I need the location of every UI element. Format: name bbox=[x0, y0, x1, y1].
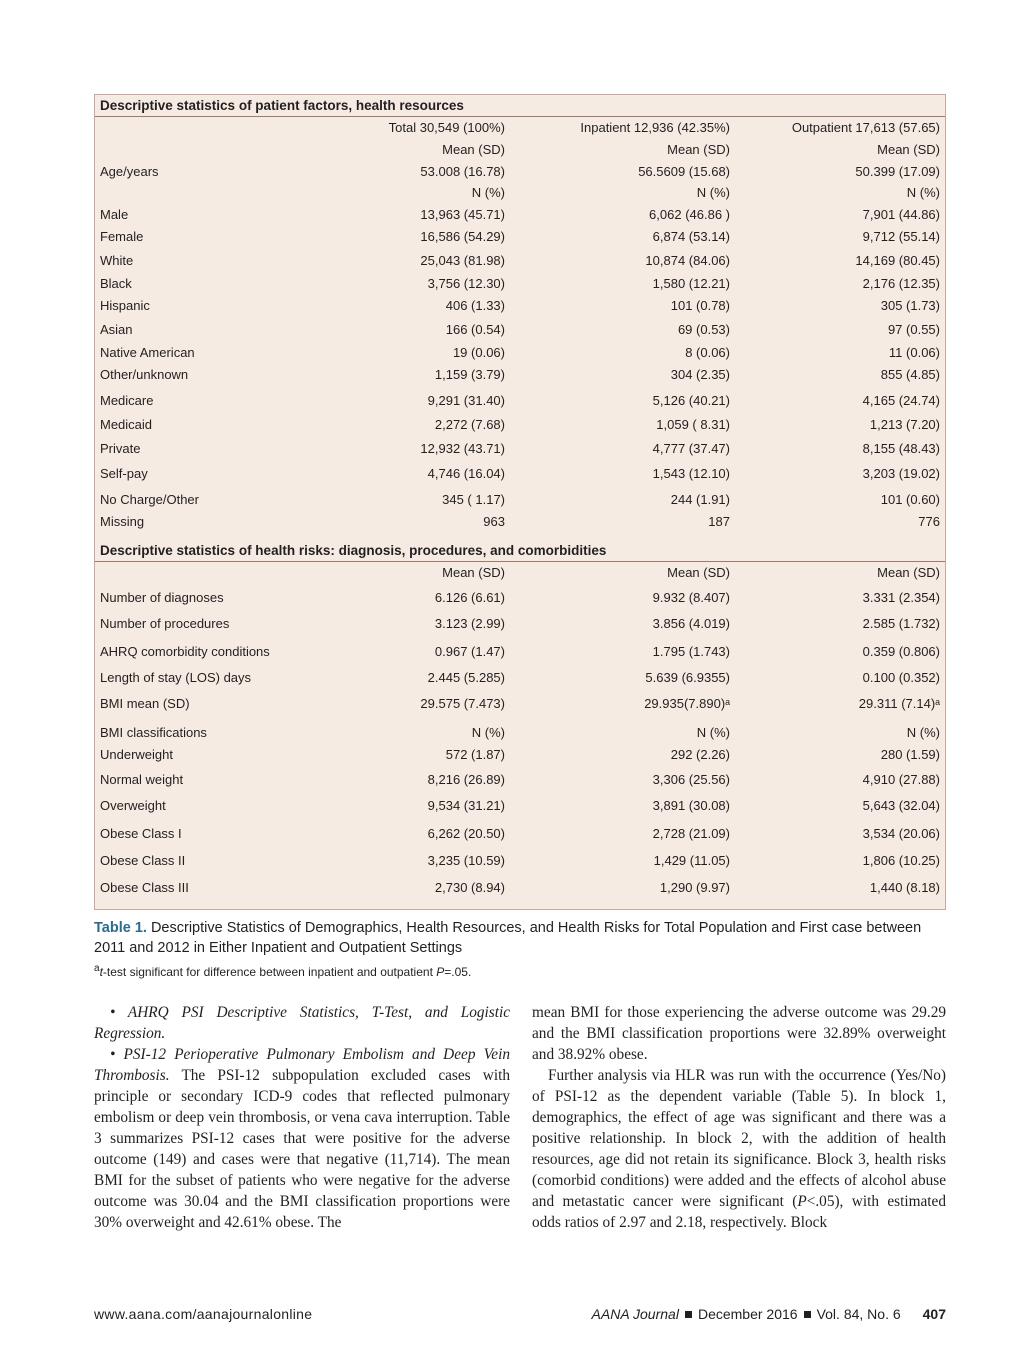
table-cell: 1.795 (1.743) bbox=[652, 644, 730, 659]
table-cell: 8,155 (48.43) bbox=[862, 441, 940, 456]
table-cell: 97 (0.55) bbox=[887, 322, 940, 337]
table-footnote bbox=[94, 960, 471, 981]
body-column-right bbox=[532, 1002, 946, 1233]
table-row bbox=[95, 118, 945, 138]
table-cell: 12,932 (43.71) bbox=[420, 441, 505, 456]
journal-info bbox=[592, 1306, 946, 1322]
table-cell: N (%) bbox=[696, 725, 730, 740]
table-cell: 304 (2.35) bbox=[670, 367, 730, 382]
table-cell: 8,216 (26.89) bbox=[427, 772, 505, 787]
table-cell: Outpatient 17,613 (57.65) bbox=[791, 120, 940, 135]
table-cell: 2,730 (8.94) bbox=[434, 880, 505, 895]
table-cell: 9.932 (8.407) bbox=[652, 590, 730, 605]
table-cell: 3.123 (2.99) bbox=[434, 616, 505, 631]
table-cell: 10,874 (84.06) bbox=[645, 253, 730, 268]
table-row bbox=[95, 694, 945, 714]
table-cell: Inpatient 12,936 (42.35%) bbox=[580, 120, 730, 135]
table-cell: 16,586 (54.29) bbox=[420, 229, 505, 244]
table-row bbox=[95, 320, 945, 340]
table-row bbox=[95, 162, 945, 182]
table-row bbox=[95, 642, 945, 662]
table-cell: 5,643 (32.04) bbox=[862, 798, 940, 813]
table-row bbox=[95, 439, 945, 459]
table-row bbox=[95, 723, 945, 743]
table-row bbox=[95, 391, 945, 411]
table-row bbox=[95, 824, 945, 844]
separator-square-icon bbox=[804, 1311, 811, 1318]
table-cell: 2,728 (21.09) bbox=[652, 826, 730, 841]
table-cell: 5.639 (6.9355) bbox=[645, 670, 730, 685]
row-label: Age/years bbox=[100, 164, 159, 179]
table-cell: 9,712 (55.14) bbox=[862, 229, 940, 244]
table-cell: 25,043 (81.98) bbox=[420, 253, 505, 268]
table-cell: 1,429 (11.05) bbox=[653, 853, 730, 868]
row-label: Overweight bbox=[100, 798, 166, 813]
table-cell: 13,963 (45.71) bbox=[420, 207, 505, 222]
row-label: Hispanic bbox=[100, 298, 150, 313]
paragraph-bmi: mean BMI for those experiencing the adverse outcome was 29.29 and the BMI classification proportions were 32.89% overweight and 38.92% obese. bbox=[532, 1004, 946, 1063]
table-cell: Mean (SD) bbox=[877, 565, 940, 580]
table-cell: N (%) bbox=[696, 185, 730, 200]
table-row bbox=[95, 205, 945, 225]
data-table bbox=[94, 94, 946, 910]
table-cell: 53.008 (16.78) bbox=[420, 164, 505, 179]
table-cell: 29.311 (7.14)ᵃ bbox=[858, 696, 940, 711]
row-label: Normal weight bbox=[100, 772, 184, 787]
table-cell: Mean (SD) bbox=[667, 565, 730, 580]
table-cell: 1,440 (8.18) bbox=[869, 880, 940, 895]
table-cell: 1,290 (9.97) bbox=[659, 880, 730, 895]
page-footer bbox=[94, 1306, 946, 1326]
table-cell: N (%) bbox=[906, 185, 940, 200]
table-cell: Mean (SD) bbox=[442, 565, 505, 580]
table-cell: 280 (1.59) bbox=[880, 747, 940, 762]
table-cell: 345 ( 1.17) bbox=[442, 492, 505, 507]
table-cell: 1,580 (12.21) bbox=[652, 276, 730, 291]
journal-name: AANA Journal bbox=[591, 1306, 679, 1322]
table-row bbox=[95, 614, 945, 634]
table-cell: 3.856 (4.019) bbox=[652, 616, 730, 631]
table-row bbox=[95, 512, 945, 532]
table-cell: 292 (2.26) bbox=[670, 747, 730, 762]
table-cell: N (%) bbox=[471, 725, 505, 740]
row-label: Black bbox=[100, 276, 132, 291]
table-cell: 14,169 (80.45) bbox=[855, 253, 940, 268]
table-cell: 2.585 (1.732) bbox=[862, 616, 940, 631]
table-cell: 4,165 (24.74) bbox=[862, 393, 940, 408]
table-cell: 3,534 (20.06) bbox=[862, 826, 940, 841]
table-row bbox=[95, 464, 945, 484]
table-row bbox=[95, 227, 945, 247]
row-label: BMI mean (SD) bbox=[100, 696, 190, 711]
volume-number: Vol. 84, No. 6 bbox=[816, 1306, 901, 1322]
table-cell: 166 (0.54) bbox=[445, 322, 505, 337]
table-cell: 2,176 (12.35) bbox=[862, 276, 940, 291]
table-caption bbox=[94, 918, 946, 958]
table-row bbox=[95, 770, 945, 790]
row-label: Native American bbox=[100, 345, 195, 360]
footnote-t: t bbox=[99, 965, 103, 979]
footnote-marker: a bbox=[94, 963, 100, 974]
table-cell: 3,235 (10.59) bbox=[427, 853, 505, 868]
table-row bbox=[95, 878, 945, 898]
table-cell: 1,806 (10.25) bbox=[862, 853, 940, 868]
table-cell: N (%) bbox=[471, 185, 505, 200]
table-cell: 0.100 (0.352) bbox=[862, 670, 940, 685]
table-cell: 6.126 (6.61) bbox=[434, 590, 505, 605]
footnote-end: =.05. bbox=[444, 965, 472, 979]
table-cell: Mean (SD) bbox=[667, 142, 730, 157]
row-label: No Charge/Other bbox=[100, 492, 199, 507]
table-cell: 11 (0.06) bbox=[888, 345, 940, 360]
table-cell: 56.5609 (15.68) bbox=[638, 164, 730, 179]
table-cell: 101 (0.78) bbox=[670, 298, 730, 313]
table-row bbox=[95, 796, 945, 816]
table-row bbox=[95, 745, 945, 765]
row-label: Female bbox=[100, 229, 144, 244]
row-label: Self-pay bbox=[100, 466, 148, 481]
table-cell: 8 (0.06) bbox=[685, 345, 730, 360]
table-cell: 305 (1.73) bbox=[880, 298, 940, 313]
table-cell: 0.359 (0.806) bbox=[862, 644, 940, 659]
table-row bbox=[95, 365, 945, 385]
table-cell: 1,159 (3.79) bbox=[434, 367, 505, 382]
table-cell: Mean (SD) bbox=[442, 142, 505, 157]
table-row bbox=[95, 588, 945, 608]
table-cell: 1,213 (7.20) bbox=[869, 417, 940, 432]
table-cell: 5,126 (40.21) bbox=[652, 393, 730, 408]
table-cell: 0.967 (1.47) bbox=[434, 644, 505, 659]
row-label: Obese Class I bbox=[100, 826, 182, 841]
table-cell: 50.399 (17.09) bbox=[855, 164, 940, 179]
table-row bbox=[95, 490, 945, 510]
table-row bbox=[95, 851, 945, 871]
row-label: BMI classifications bbox=[100, 725, 207, 740]
heading-psi12: • PSI-12 Perioperative Pulmonary Embolism and Deep Vein Thrombosis. bbox=[94, 1046, 510, 1084]
footnote-p: P bbox=[436, 965, 445, 979]
paragraph-hlr-a: Further analysis via HLR was run with the occurrence (Yes/No) of PSI-12 as the dependent variable (Table 5). In block 1, demographics, the effect of age was significant and there was a positive relationship. In block 2, with the addition of health resources, age did not retain its significance. Block 3, health risks (comorbid conditions) were added and the effects of alcohol abuse and metastatic cancer were significant ( bbox=[532, 1067, 946, 1210]
row-label: Medicaid bbox=[100, 417, 153, 432]
row-label: Medicare bbox=[100, 393, 154, 408]
journal-url[interactable]: www.aana.com/aanajournalonline bbox=[94, 1306, 313, 1322]
table-cell: 1,059 ( 8.31) bbox=[656, 417, 730, 432]
table-label: Table 1. bbox=[94, 920, 147, 936]
table-row bbox=[95, 183, 945, 203]
row-label: Underweight bbox=[100, 747, 173, 762]
table-cell: 2.445 (5.285) bbox=[427, 670, 505, 685]
table-row bbox=[95, 274, 945, 294]
separator-square-icon bbox=[685, 1311, 692, 1318]
section2-heading: Descriptive statistics of health risks: diagnosis, procedures, and comorbidities bbox=[95, 540, 945, 562]
table-row bbox=[95, 563, 945, 583]
table-cell: 3.331 (2.354) bbox=[862, 590, 940, 605]
table-cell: 29.935(7.890)ᵃ bbox=[644, 696, 730, 711]
table-cell: 69 (0.53) bbox=[677, 322, 730, 337]
table-cell: 776 bbox=[918, 514, 940, 529]
issue-date: December 2016 bbox=[697, 1306, 798, 1322]
table-cell: 19 (0.06) bbox=[452, 345, 505, 360]
row-label: White bbox=[100, 253, 134, 268]
table-cell: 855 (4.85) bbox=[880, 367, 940, 382]
table-cell: 101 (0.60) bbox=[880, 492, 940, 507]
paragraph-hlr-p: P bbox=[797, 1193, 807, 1210]
row-label: Number of procedures bbox=[100, 616, 230, 631]
table-cell: 572 (1.87) bbox=[445, 747, 505, 762]
table-cell: 9,534 (31.21) bbox=[427, 798, 505, 813]
table-cell: 3,891 (30.08) bbox=[652, 798, 730, 813]
table-cell: 3,306 (25.56) bbox=[652, 772, 730, 787]
table-cell: Mean (SD) bbox=[877, 142, 940, 157]
table-row bbox=[95, 668, 945, 688]
table-cell: 187 bbox=[708, 514, 730, 529]
section1-heading: Descriptive statistics of patient factors, health resources bbox=[95, 95, 945, 117]
paragraph-hlr-b: <.05), with estimated odds ratios of 2.97 and 2.18, respectively. Block bbox=[532, 1193, 946, 1231]
table-cell: N (%) bbox=[906, 725, 940, 740]
table-row bbox=[95, 140, 945, 160]
table-cell: 244 (1.91) bbox=[670, 492, 730, 507]
table-cell: 1,543 (12.10) bbox=[652, 466, 730, 481]
table-row bbox=[95, 415, 945, 435]
row-label: Length of stay (LOS) days bbox=[100, 670, 252, 685]
table-cell: 4,910 (27.88) bbox=[862, 772, 940, 787]
body-column-left bbox=[94, 1002, 510, 1233]
table-cell: 29.575 (7.473) bbox=[420, 696, 505, 711]
heading-logistic-regression: • AHRQ PSI Descriptive Statistics, T-Test, and Logistic Regression. bbox=[94, 1004, 510, 1042]
footnote-text: -test significant for difference between inpatient and outpatient bbox=[102, 965, 437, 979]
row-label: Asian bbox=[100, 322, 133, 337]
row-label: Number of diagnoses bbox=[100, 590, 224, 605]
table-cell: 6,874 (53.14) bbox=[652, 229, 730, 244]
row-label: Missing bbox=[100, 514, 145, 529]
table-row bbox=[95, 343, 945, 363]
table-row bbox=[95, 251, 945, 271]
row-label: AHRQ comorbidity conditions bbox=[100, 644, 270, 659]
table-cell: 963 bbox=[483, 514, 505, 529]
row-label: Private bbox=[100, 441, 141, 456]
table-cell: 406 (1.33) bbox=[445, 298, 505, 313]
caption-text: Descriptive Statistics of Demographics, Health Resources, and Health Risks for Total Population and First case between 2011 and 2012 in Either Inpatient and Outpatient Settings bbox=[94, 920, 922, 956]
row-label: Male bbox=[100, 207, 129, 222]
page-number: 407 bbox=[922, 1306, 946, 1322]
table-cell: 3,756 (12.30) bbox=[427, 276, 505, 291]
table-cell: 6,262 (20.50) bbox=[427, 826, 505, 841]
table-cell: 7,901 (44.86) bbox=[862, 207, 940, 222]
table-cell: 3,203 (19.02) bbox=[862, 466, 940, 481]
paragraph-psi12: The PSI-12 subpopulation excluded cases with principle or secondary ICD-9 codes that reflected pulmonary embolism or deep vein thrombosis, or vena cava interruption. Table 3 summarizes PSI-12 cases that were positive for the adverse outcome (149) and cases were that negative (11,714). The mean BMI for the subset of patients who were negative for the adverse outcome was 30.04 and the BMI classification proportions were 30% overweight and 42.61% obese. The bbox=[94, 1067, 510, 1231]
table-cell: 4,777 (37.47) bbox=[652, 441, 730, 456]
row-label: Obese Class III bbox=[100, 880, 189, 895]
row-label: Other/unknown bbox=[100, 367, 189, 382]
table-cell: 2,272 (7.68) bbox=[434, 417, 505, 432]
table-row bbox=[95, 296, 945, 316]
table-cell: 9,291 (31.40) bbox=[427, 393, 505, 408]
table-cell: Total 30,549 (100%) bbox=[388, 120, 505, 135]
row-label: Obese Class II bbox=[100, 853, 186, 868]
table-cell: 6,062 (46.86 ) bbox=[649, 207, 730, 222]
table-cell: 4,746 (16.04) bbox=[427, 466, 505, 481]
